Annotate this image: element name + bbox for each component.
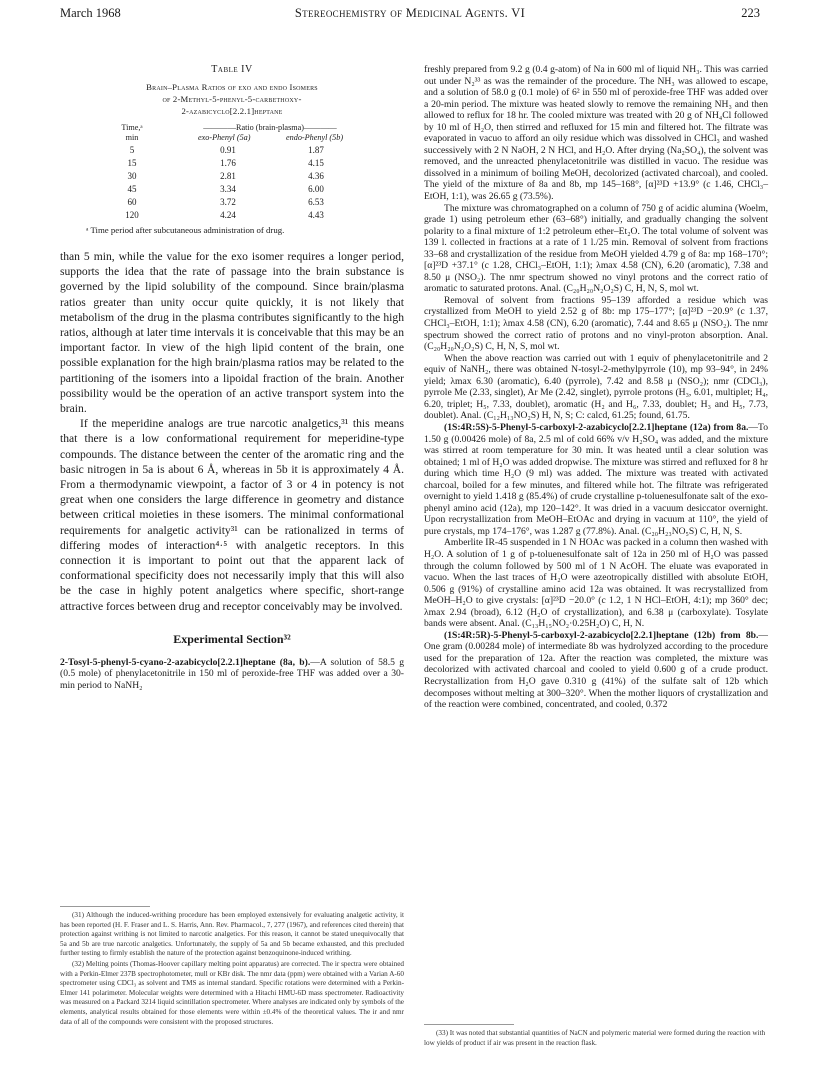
header-time	[112, 123, 152, 143]
right-column	[424, 64, 768, 1047]
discussion-text	[60, 249, 404, 614]
table-header	[60, 123, 404, 145]
cell-time: 15	[127, 158, 137, 168]
table-row	[60, 210, 404, 223]
paragraph	[424, 630, 768, 711]
table-footnote: ᵃ Time period after subcutaneous administration of drug.	[86, 225, 285, 235]
left-column	[60, 64, 404, 1026]
footnote-rule	[60, 906, 150, 907]
cell-time: 30	[127, 171, 137, 181]
header-time-label: Time,ᵃ	[121, 123, 143, 132]
cell-endo: 4.15	[308, 158, 324, 168]
paragraph: Removal of solvent from fractions 95–139 afforded a residue which was crystallized from MeOH to yield 2.52 g of 8b: mp 175–177°; [α]²³D −20.9° (c 1.37, CHCl₃–EtOH, 1:1); λmax 4.58 (CN), 6.20 (aromatic), 7.44 and 8.65 μ (NSO₂). The nmr spectrum showed the correct ratio of protons and no vinyl-proton absorption. Anal. (C₂₀H₂₀N₂O₂S) C, H, N, S, mol wt.	[424, 294, 768, 353]
caption-line-3: 2-azabicyclo[2.2.1]heptane	[181, 106, 283, 116]
footnote-32: (32) Melting points (Thomas-Hoover capillary melting point apparatus) are corrected. The ir spectra were obtained with a Perkin-Elmer 237B spectrophotometer, mull or KBr disk. The nmr data (ppm) were obtained with a Varian A-60 spectrometer using CDCl₃ as solvent and TMS as internal standard. Specific rotations were determined with a Perkin-Elmer 141 polarimeter. Molecular weights were determined with a Hitachi HMU-6D mass spectrometer. Radioactivity was measured on a Packard 3214 liquid scintillation spectrometer. Where analyses are indicated only by symbols of the elements, analytical results obtained for those elements were within ±0.4% of the theoretical values. The ir and nmr data of all of the compounds were consistent with the proposed structures.	[60, 959, 404, 1026]
header-exo: exo-Phenyl (5a)	[198, 133, 251, 142]
cell-exo: 4.24	[220, 210, 236, 220]
paragraph: The mixture was chromatographed on a column of 750 g of acidic alumina (Woelm, grade 1) using petroleum ether (63–68°) initially, and gradually changing the solvent polarity to a final mixture of 1:2 petroleum ether–Et₂O. The total volume of solvent was 139 l. collected in fractions at a rate of 1 l./25 min. Removal of solvent from fractions 33–68 and crystallization of the residue from MeOH yielded 4.79 g of 8a: mp 168–170°; [α]²³D +37.1° (c 1.28, CHCl₃–EtOH, 1:1); λmax 4.58 (CN), 6.20 (aromatic), 7.38 and 8.50 μ (NSO₂). The nmr spectrum showed no vinyl protons and the correct ratio of aromatic to saturated protons. Anal. (C₂₀H₂₀N₂O₂S) C, H, N, S, mol wt.	[424, 202, 768, 295]
cell-endo: 4.43	[308, 210, 324, 220]
footnotes-right	[424, 1024, 768, 1048]
paragraph: If the meperidine analogs are true narcotic analgetics,³¹ this means that there is a low conformational requirement for meperidine-type compounds. The distance between the center of the aromatic ring and the basic nitrogen in 5a is about 6 Å, whereas in 5b it is approximately 4 Å. From a thermodynamic viewpoint, a factor of 3 or 4 in potency is not great when one considers the large difference in geometry and distance between critical moieties in these isomers. The minimal conformational requirements for analgetic activity³¹ can be rationalized in terms of differing modes of interaction⁴·⁵ with analgetic receptors. In this connection it is important to point out that the apparent lack of conformational specificity does not necessarily imply that this will also be the case in highly potent analgetics where specific, short-range attractive forces between drug and receptor conceivably may be involved.	[60, 417, 404, 613]
footnote-31: (31) Although the induced-writhing procedure has been employed extensively for evaluating analgetic activity, it has been reported (H. F. Fraser and L. S. Harris, Ann. Rev. Pharmacol., 7, 277 (1967), and references cited therein) that protection against writhing is not limited to narcotic analgetics. For this reason, it cannot be stated unequivocally that 5a and 5b are true narcotic analgetics. Unfortunately, the supply of 5a and 5b became exhausted, and this precluded further testing to firmly establish the nature of the protection against benzoquinone-induced writhing.	[60, 911, 404, 958]
cell-exo: 0.91	[220, 145, 236, 155]
page-header	[60, 6, 760, 24]
footnotes-left	[60, 906, 404, 1028]
experimental-text	[424, 64, 768, 711]
paragraph-text: —One gram (0.00284 mole) of intermediate 8b was hydrolyzed according to the procedure used for the preparation of 12a. After the reaction was completed, the mixture was decolorized with activated charcoal and cooled to yield 0.600 g of a crude product. Recrystallization from H₂O gave 0.310 g (41%) of the sulfate salt of 12b which decomposes without melting at 300–320°. When the mother liquors of crystallization and of the reaction were combined, concentrated, and cooled, 0.372	[424, 629, 768, 711]
table-row	[60, 197, 404, 210]
table-iv	[60, 64, 404, 235]
footnote-33: (33) It was noted that substantial quantities of NaCN and polymeric material were formed during the reaction with low yields of product if air was present in the reaction flask.	[424, 1029, 766, 1047]
cell-time: 5	[129, 145, 135, 155]
cell-exo: 3.34	[220, 184, 236, 194]
cell-endo: 4.36	[308, 171, 324, 181]
cell-exo: 1.76	[220, 158, 236, 168]
paragraph: than 5 min, while the value for the exo isomer requires a longer period, supports the idea that the rate of passage into the brain substance is governed by the lipid solubility of the compound. Since brain/plasma ratios greater than unity occur quite quickly, it is not likely that metabolism of the drug in the plasma contributes significantly to the high ratios, although at later time intervals it is conceivable that this may be an important factor. In view of the high lipid content of the brain, one possible explanation for the high brain/plasma ratios may be related to the partitioning of the isomers into a lipoidal fraction of the brain. Another possibility would be the operation of an active transport system into the brain.	[60, 250, 404, 416]
footnote-rule	[424, 1024, 514, 1025]
cell-exo: 3.72	[220, 197, 236, 207]
cell-endo: 6.53	[308, 197, 324, 207]
page-number: 223	[741, 6, 760, 20]
table-body	[60, 145, 404, 223]
table-caption	[60, 81, 404, 117]
paragraph	[424, 422, 768, 537]
table-row	[60, 184, 404, 197]
compound-heading: (1S:4R:5R)-5-Phenyl-5-carboxyl-2-azabicyclo[2.2.1]heptane (12b) from 8b.	[444, 629, 759, 641]
running-title: Stereochemistry of Medicinal Agents. VI	[294, 6, 526, 20]
paragraph: When the above reaction was carried out with 1 equiv of phenylacetonitrile and 2 equiv of NaNH₂, there was obtained N-tosyl-2-methylpyrrole (10), mp 93–94°, in 24% yield; λmax 6.30 (aromatic), 6.40 (pyrrole), 7.42 and 8.58 μ (NSO₂); nmr (CDCl₃), pyrrole Me (2.33, singlet), Ar Me (2.42, singlet), pyrrole protons (H₃, 6.01, multiplet; H₄, 6.20, triplet; H₅, 7.33, doublet), aromatic (H₂ and H₆, 7.33, doublet; H₃ and H₅, 7.73, doublet). Anal. (C₁₂H₁₃NO₂S) H, N, S; C: calcd, 61.25; found, 61.75.	[424, 352, 768, 422]
header-endo: endo-Phenyl (5b)	[286, 133, 344, 142]
table-row	[60, 158, 404, 171]
section-heading: Experimental Section³²	[173, 631, 291, 646]
paragraph-text: —A solution of 58.5 g (0.5 mole) of phenylacetonitrile in 150 ml of peroxide-free THF was added over a 30-min period to NaNH₂	[60, 656, 404, 692]
cell-exo: 2.81	[220, 171, 236, 181]
cell-time: 60	[127, 197, 137, 207]
paragraph-text: —To 1.50 g (0.00426 mole) of 8a, 2.5 ml of cold 66% v/v H₂SO₄ was added, and the mixture was stirred at room temperature for 30 min. It was heated until a clear solution was obtained; 1 ml of H₂O was added dropwise. The mixture was stirred and refluxed for 8 hr during which time H₂O (9 ml) was added. The mixture was treated with activated charcoal, boiled for a few minutes, and filtered while hot. The filtrate was refrigerated overnight to yield 1.418 g (85.4%) of crude crystalline p-toluenesulfonate salt of the exo-phenyl amino acid (12a), mp 120–142°. It was dried in a vacuum desiccator overnight. Upon recrystallization from MeOH–EtOAc and drying in vacuum at 110°, the yield of pure crystals, mp 174–176°, was 1.287 g (77.8%). Anal. (C₂₀H₂₃NO₅S) C, H, N, S.	[424, 421, 768, 537]
cell-time: 45	[127, 184, 137, 194]
journal-date: March 1968	[60, 6, 121, 20]
cell-time: 120	[125, 210, 139, 220]
compound-heading: (1S:4R:5S)-5-Phenyl-5-carboxyl-2-azabicyclo[2.2.1]heptane (12a) from 8a.	[444, 421, 749, 433]
header-time-unit: min	[125, 133, 139, 142]
cell-endo: 6.00	[308, 184, 324, 194]
table-row	[60, 171, 404, 184]
paragraph: freshly prepared from 9.2 g (0.4 g-atom) of Na in 600 ml of liquid NH₃. This was carried out under N₂³³ as was the remainder of the procedure. The NH₃ was allowed to escape, and a solution of 58.0 g (0.1 mole) of 6² in 550 ml of peroxide-free THF was added over a 20-min period. The mixture was heated slowly to remove the remaining NH₃ and then allowed to reflux for 18 hr. The cooled mixture was treated with 20 g of NH₄Cl followed by 10 ml of H₂O, then stirred and refluxed for 15 min and filtered hot. The filtrate was evaporated in vacuo to afford an oily residue which was dissolved in CHCl₃ and washed successively with 2 N NaOH, 2 N HCl, and H₂O. After drying (Na₂SO₄), the solvent was removed, and the unreacted phenylacetonitrile was distilled in vacuo. The residue was dissolved in a minimum of boiling MeOH, decolorized (activated charcoal), and cooled. The yield of the mixture of 8a and 8b, mp 145–168°, [α]²³D +13.9° (c 1.46, CHCl₃–EtOH, 1:1), was 26.65 g (73.5%).	[424, 64, 768, 203]
table-row	[60, 145, 404, 158]
caption-line-1: Brain–Plasma Ratios of exo and endo Isomers	[146, 82, 318, 92]
caption-line-2: of 2-Methyl-5-phenyl-5-carbethoxy-	[162, 94, 302, 104]
paragraph: Amberlite IR-45 suspended in 1 N HOAc was packed in a column then washed with H₂O. A solution of 1 g of p-toluenesulfonate salt of 12a in 250 ml of H₂O was passed through the column followed by 500 ml of 1 N AcOH. The eluate was evaporated in vacuo. When the last traces of H₂O were azeotropically distilled with absolute EtOH, 0.506 g (91%) of crystalline amino acid 12a was obtained. It was recrystallized from MeOH–H₂O to give crystals: [α]²³D −20.0° (c 1.2, 1 N HCl–EtOH, 4:1); mp 360° dec; λmax 2.94 (broad), 6.12 (H₂O of crystallization), and 6.38 μ (carboxylate). Tosylate bands were absent. Anal. (C₁₃H₁₅NO₂·0.25H₂O) C, H, N.	[424, 537, 768, 630]
compound-heading: 2-Tosyl-5-phenyl-5-cyano-2-azabicyclo[2.2.1]heptane (8a, b).	[60, 656, 311, 668]
table-label: Table IV	[211, 64, 253, 75]
experimental-paragraph	[60, 657, 404, 692]
header-ratio: ————Ratio (brain-plasma)————	[203, 123, 337, 132]
cell-endo: 1.87	[308, 145, 324, 155]
